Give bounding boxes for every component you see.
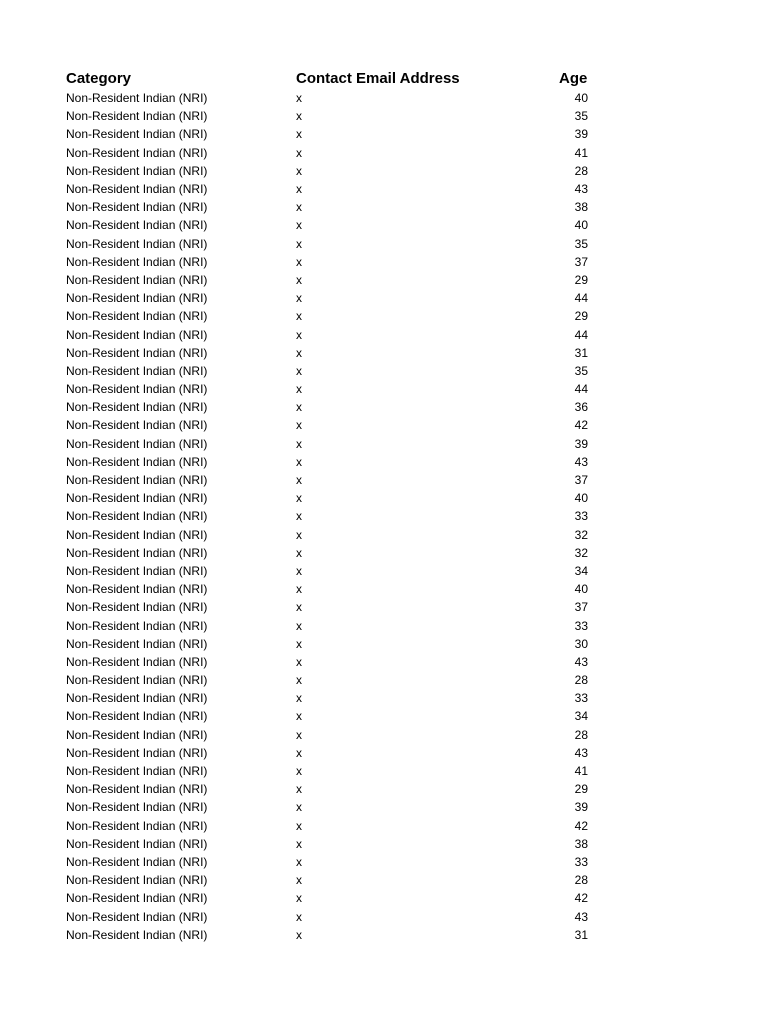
cell-age: 31 xyxy=(574,927,588,942)
cell-category: Non-Resident Indian (NRI) xyxy=(66,709,208,724)
table-row xyxy=(66,471,626,489)
header-age: Age xyxy=(559,69,588,87)
cell-age: 35 xyxy=(574,236,588,251)
cell-category: Non-Resident Indian (NRI) xyxy=(66,600,208,615)
cell-category: Non-Resident Indian (NRI) xyxy=(66,909,208,924)
cell-contact-email: x xyxy=(296,764,302,779)
cell-contact-email: x xyxy=(296,163,302,178)
table-row xyxy=(66,744,626,762)
cell-category: Non-Resident Indian (NRI) xyxy=(66,818,208,833)
cell-contact-email: x xyxy=(296,509,302,524)
cell-age: 42 xyxy=(574,818,588,833)
cell-age: 34 xyxy=(574,709,588,724)
cell-age: 29 xyxy=(574,782,588,797)
cell-age: 43 xyxy=(574,454,588,469)
cell-category: Non-Resident Indian (NRI) xyxy=(66,782,208,797)
cell-age: 35 xyxy=(574,109,588,124)
cell-contact-email: x xyxy=(296,927,302,942)
cell-age: 42 xyxy=(574,891,588,906)
table-row xyxy=(66,926,626,944)
cell-age: 39 xyxy=(574,127,588,142)
table-row xyxy=(66,835,626,853)
cell-category: Non-Resident Indian (NRI) xyxy=(66,491,208,506)
cell-contact-email: x xyxy=(296,491,302,506)
cell-age: 28 xyxy=(574,727,588,742)
cell-category: Non-Resident Indian (NRI) xyxy=(66,636,208,651)
table-row xyxy=(66,598,626,616)
cell-contact-email: x xyxy=(296,582,302,597)
cell-age: 36 xyxy=(574,400,588,415)
cell-category: Non-Resident Indian (NRI) xyxy=(66,527,208,542)
table-row xyxy=(66,89,626,107)
table-row xyxy=(66,544,626,562)
cell-category: Non-Resident Indian (NRI) xyxy=(66,218,208,233)
cell-age: 33 xyxy=(574,618,588,633)
cell-age: 41 xyxy=(574,145,588,160)
cell-category: Non-Resident Indian (NRI) xyxy=(66,272,208,287)
table-row xyxy=(66,271,626,289)
cell-category: Non-Resident Indian (NRI) xyxy=(66,891,208,906)
table-row xyxy=(66,344,626,362)
cell-age: 33 xyxy=(574,691,588,706)
table-row xyxy=(66,798,626,816)
cell-contact-email: x xyxy=(296,854,302,869)
table-row xyxy=(66,362,626,380)
table-row xyxy=(66,235,626,253)
cell-category: Non-Resident Indian (NRI) xyxy=(66,254,208,269)
cell-category: Non-Resident Indian (NRI) xyxy=(66,200,208,215)
cell-age: 33 xyxy=(574,509,588,524)
cell-age: 37 xyxy=(574,254,588,269)
cell-contact-email: x xyxy=(296,473,302,488)
cell-contact-email: x xyxy=(296,800,302,815)
table-row xyxy=(66,325,626,343)
cell-category: Non-Resident Indian (NRI) xyxy=(66,836,208,851)
cell-age: 30 xyxy=(574,636,588,651)
cell-category: Non-Resident Indian (NRI) xyxy=(66,509,208,524)
cell-contact-email: x xyxy=(296,345,302,360)
cell-contact-email: x xyxy=(296,418,302,433)
table-header-row xyxy=(66,67,626,89)
cell-age: 37 xyxy=(574,473,588,488)
cell-contact-email: x xyxy=(296,782,302,797)
cell-age: 43 xyxy=(574,182,588,197)
cell-age: 40 xyxy=(574,582,588,597)
cell-age: 32 xyxy=(574,527,588,542)
table-row xyxy=(66,453,626,471)
table-row xyxy=(66,871,626,889)
table-row xyxy=(66,671,626,689)
table-row xyxy=(66,253,626,271)
cell-age: 41 xyxy=(574,764,588,779)
cell-age: 39 xyxy=(574,800,588,815)
table-row xyxy=(66,307,626,325)
table-row xyxy=(66,580,626,598)
table-row xyxy=(66,853,626,871)
cell-category: Non-Resident Indian (NRI) xyxy=(66,91,208,106)
cell-category: Non-Resident Indian (NRI) xyxy=(66,345,208,360)
cell-age: 43 xyxy=(574,909,588,924)
cell-category: Non-Resident Indian (NRI) xyxy=(66,127,208,142)
cell-category: Non-Resident Indian (NRI) xyxy=(66,618,208,633)
cell-contact-email: x xyxy=(296,727,302,742)
table-row xyxy=(66,216,626,234)
cell-contact-email: x xyxy=(296,382,302,397)
cell-category: Non-Resident Indian (NRI) xyxy=(66,563,208,578)
cell-contact-email: x xyxy=(296,109,302,124)
table-row xyxy=(66,526,626,544)
cell-category: Non-Resident Indian (NRI) xyxy=(66,873,208,888)
cell-contact-email: x xyxy=(296,654,302,669)
cell-category: Non-Resident Indian (NRI) xyxy=(66,418,208,433)
cell-contact-email: x xyxy=(296,454,302,469)
cell-contact-email: x xyxy=(296,309,302,324)
cell-category: Non-Resident Indian (NRI) xyxy=(66,854,208,869)
table-body xyxy=(66,89,626,944)
cell-age: 34 xyxy=(574,563,588,578)
cell-contact-email: x xyxy=(296,436,302,451)
table-row xyxy=(66,780,626,798)
cell-age: 44 xyxy=(574,327,588,342)
cell-category: Non-Resident Indian (NRI) xyxy=(66,291,208,306)
cell-age: 28 xyxy=(574,673,588,688)
cell-contact-email: x xyxy=(296,673,302,688)
cell-category: Non-Resident Indian (NRI) xyxy=(66,400,208,415)
cell-category: Non-Resident Indian (NRI) xyxy=(66,927,208,942)
cell-age: 44 xyxy=(574,291,588,306)
cell-contact-email: x xyxy=(296,182,302,197)
cell-contact-email: x xyxy=(296,836,302,851)
table-row xyxy=(66,416,626,434)
cell-category: Non-Resident Indian (NRI) xyxy=(66,109,208,124)
cell-age: 28 xyxy=(574,873,588,888)
cell-age: 40 xyxy=(574,91,588,106)
cell-category: Non-Resident Indian (NRI) xyxy=(66,727,208,742)
cell-age: 40 xyxy=(574,491,588,506)
table-row xyxy=(66,616,626,634)
cell-category: Non-Resident Indian (NRI) xyxy=(66,363,208,378)
cell-age: 32 xyxy=(574,545,588,560)
table-row xyxy=(66,817,626,835)
cell-category: Non-Resident Indian (NRI) xyxy=(66,745,208,760)
cell-age: 29 xyxy=(574,309,588,324)
cell-category: Non-Resident Indian (NRI) xyxy=(66,473,208,488)
table-row xyxy=(66,289,626,307)
table-row xyxy=(66,107,626,125)
cell-contact-email: x xyxy=(296,218,302,233)
cell-age: 39 xyxy=(574,436,588,451)
cell-age: 38 xyxy=(574,200,588,215)
table-row xyxy=(66,180,626,198)
table-row xyxy=(66,653,626,671)
cell-age: 35 xyxy=(574,363,588,378)
cell-contact-email: x xyxy=(296,327,302,342)
cell-age: 42 xyxy=(574,418,588,433)
cell-contact-email: x xyxy=(296,363,302,378)
cell-contact-email: x xyxy=(296,527,302,542)
cell-age: 33 xyxy=(574,854,588,869)
table-row xyxy=(66,507,626,525)
table-row xyxy=(66,125,626,143)
cell-contact-email: x xyxy=(296,618,302,633)
cell-category: Non-Resident Indian (NRI) xyxy=(66,236,208,251)
data-table xyxy=(66,67,626,944)
cell-age: 43 xyxy=(574,745,588,760)
cell-contact-email: x xyxy=(296,200,302,215)
cell-contact-email: x xyxy=(296,636,302,651)
table-row xyxy=(66,380,626,398)
cell-contact-email: x xyxy=(296,709,302,724)
table-row xyxy=(66,762,626,780)
cell-contact-email: x xyxy=(296,600,302,615)
cell-category: Non-Resident Indian (NRI) xyxy=(66,436,208,451)
cell-category: Non-Resident Indian (NRI) xyxy=(66,691,208,706)
cell-age: 43 xyxy=(574,654,588,669)
cell-contact-email: x xyxy=(296,545,302,560)
table-row xyxy=(66,162,626,180)
cell-category: Non-Resident Indian (NRI) xyxy=(66,800,208,815)
cell-contact-email: x xyxy=(296,818,302,833)
cell-category: Non-Resident Indian (NRI) xyxy=(66,382,208,397)
cell-contact-email: x xyxy=(296,91,302,106)
cell-contact-email: x xyxy=(296,145,302,160)
cell-contact-email: x xyxy=(296,691,302,706)
cell-contact-email: x xyxy=(296,909,302,924)
table-row xyxy=(66,398,626,416)
header-category: Category xyxy=(66,69,132,87)
cell-contact-email: x xyxy=(296,254,302,269)
cell-age: 44 xyxy=(574,382,588,397)
table-row xyxy=(66,907,626,925)
cell-age: 29 xyxy=(574,272,588,287)
table-row xyxy=(66,689,626,707)
cell-contact-email: x xyxy=(296,236,302,251)
cell-category: Non-Resident Indian (NRI) xyxy=(66,454,208,469)
cell-category: Non-Resident Indian (NRI) xyxy=(66,545,208,560)
cell-contact-email: x xyxy=(296,291,302,306)
cell-age: 38 xyxy=(574,836,588,851)
table-row xyxy=(66,726,626,744)
cell-age: 40 xyxy=(574,218,588,233)
cell-contact-email: x xyxy=(296,873,302,888)
cell-category: Non-Resident Indian (NRI) xyxy=(66,163,208,178)
cell-category: Non-Resident Indian (NRI) xyxy=(66,309,208,324)
cell-contact-email: x xyxy=(296,563,302,578)
table-row xyxy=(66,435,626,453)
table-row xyxy=(66,889,626,907)
cell-category: Non-Resident Indian (NRI) xyxy=(66,145,208,160)
cell-contact-email: x xyxy=(296,127,302,142)
cell-age: 37 xyxy=(574,600,588,615)
cell-contact-email: x xyxy=(296,272,302,287)
header-contact-email: Contact Email Address xyxy=(296,69,460,87)
cell-category: Non-Resident Indian (NRI) xyxy=(66,582,208,597)
cell-contact-email: x xyxy=(296,745,302,760)
cell-category: Non-Resident Indian (NRI) xyxy=(66,764,208,779)
table-row xyxy=(66,635,626,653)
cell-contact-email: x xyxy=(296,400,302,415)
cell-age: 31 xyxy=(574,345,588,360)
table-row xyxy=(66,489,626,507)
cell-category: Non-Resident Indian (NRI) xyxy=(66,654,208,669)
cell-age: 28 xyxy=(574,163,588,178)
table-row xyxy=(66,144,626,162)
cell-category: Non-Resident Indian (NRI) xyxy=(66,327,208,342)
table-row xyxy=(66,562,626,580)
table-row xyxy=(66,198,626,216)
cell-category: Non-Resident Indian (NRI) xyxy=(66,673,208,688)
table-row xyxy=(66,707,626,725)
cell-contact-email: x xyxy=(296,891,302,906)
cell-category: Non-Resident Indian (NRI) xyxy=(66,182,208,197)
